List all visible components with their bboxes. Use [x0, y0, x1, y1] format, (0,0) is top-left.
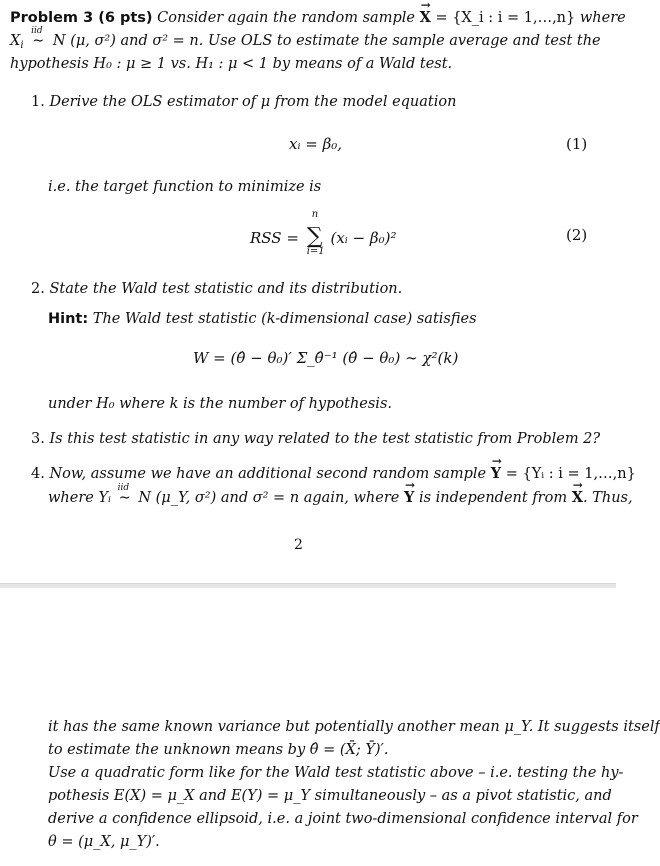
item-4-number: 4. [31, 466, 45, 482]
problem-heading: Problem 3 (6 pts) [10, 10, 153, 26]
page-2-line-1: it has the same known variance but potentially another mean μ_Y. It suggests itself [48, 719, 660, 735]
sum-lower-limit: i=1 [306, 246, 325, 257]
item-4-thus: . Thus, [582, 490, 633, 506]
item-2-number: 2. [31, 281, 45, 297]
item-1-text: Derive the OLS estimator of μ from the model equation [49, 94, 457, 110]
item-3 [31, 430, 600, 448]
rss-rhs: (xᵢ − β₀)² [330, 229, 397, 247]
rss-lhs: RSS = [250, 229, 299, 247]
vector-y: Y → [490, 454, 502, 482]
page-number: 2 [294, 537, 303, 553]
hint [48, 310, 477, 328]
page-2-line-5: derive a confidence ellipsoid, i.e. a joint two-dimensional confidence interval for [48, 811, 638, 827]
problem-intro-text: Consider again the random sample [157, 10, 415, 26]
item-4-independent: is independent from [418, 490, 568, 506]
iid-label: iid [31, 26, 43, 36]
page-2-line-6: θ = (μ_X, μ_Y)′. [48, 834, 160, 850]
vector-x: X → [419, 0, 431, 26]
sample-set-x: = {X_i : i = 1,…,n} [435, 10, 576, 26]
summation-sign: n ∑ i=1 [306, 209, 325, 257]
under-h0-text: under H₀ where k is the number of hypothesis. [48, 396, 392, 412]
target-function-text: i.e. the target function to minimize is [48, 179, 322, 195]
equation-2-number: (2) [566, 226, 588, 244]
item-2 [31, 280, 402, 298]
page-2-line-4: pothesis E(X) = μ_X and E(Y) = μ_Y simultaneously – as a pivot statistic, and [48, 788, 612, 804]
equation-2 [250, 209, 397, 257]
vector-x-2: X → [571, 478, 583, 506]
item-4-text: Now, assume we have an additional second random sample [49, 466, 487, 482]
item-4-where: where Yᵢ [48, 490, 111, 506]
sample-set-y: = {Yᵢ : i = 1,…,n} [505, 466, 636, 482]
problem-line-1 [10, 0, 626, 27]
vector-y-2: Y → [403, 478, 416, 506]
hint-label: Hint: [48, 311, 89, 327]
page-2-line-2: to estimate the unknown means by θ̂ = (X̄; Ȳ)′. [48, 742, 389, 758]
wald-equation: W = (θ̂ − θ₀)′ Σ_θ̂⁻¹ (θ̂ − θ₀) ∼ χ²(k) [193, 349, 459, 367]
item-2-text: State the Wald test statistic and its distribution. [49, 281, 403, 297]
where-text: where [579, 10, 626, 26]
problem-line-3: hypothesis H₀ : μ ≥ 1 vs. H₁ : μ < 1 by means of a Wald test. [10, 56, 453, 72]
item-3-number: 3. [31, 431, 45, 447]
hint-text: The Wald test statistic (k-dimensional case) satisfies [92, 311, 477, 327]
item-3-text: Is this test statistic in any way related to the test statistic from Problem 2? [49, 431, 601, 447]
page-2 [0, 588, 660, 866]
problem-line-2: $X_i$ ∼ iid N (μ, σ²) and σ² = n. Use OLS to estimate the sample average and test the [10, 32, 601, 55]
item-1-number: 1. [31, 94, 45, 110]
page-2-line-3: Use a quadratic form like for the Wald test statistic above – i.e. testing the hy- [48, 765, 624, 781]
equation-1: xᵢ = β₀, [289, 135, 343, 153]
problem-line-2-text: N (μ, σ²) and σ² = n. Use OLS to estimate the sample average and test the [52, 33, 601, 49]
item-1 [31, 93, 456, 111]
equation-1-number: (1) [566, 135, 588, 153]
item-4-line-2: where Yᵢ ∼ iid N (μ_Y, σ²) and σ² = n again, where Y → is independent from X → . Thus, [48, 478, 633, 506]
item-4-dist: N (μ_Y, σ²) and σ² = n again, where [138, 490, 400, 506]
sum-upper-limit: n [311, 209, 319, 220]
